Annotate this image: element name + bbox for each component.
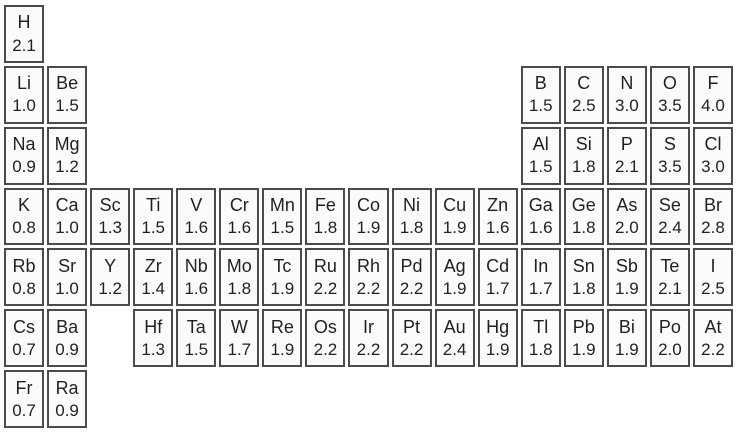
element-electronegativity: 2.2 <box>701 339 725 359</box>
element-electronegativity: 1.4 <box>141 279 166 299</box>
element-symbol: Cr <box>229 194 249 215</box>
element-cell-o <box>650 66 690 124</box>
element-electronegativity: 2.2 <box>313 339 338 359</box>
element-electronegativity: 1.6 <box>485 218 510 238</box>
element-symbol: Tl <box>533 316 549 337</box>
element-electronegativity: 1.9 <box>442 218 467 238</box>
element-symbol: Tc <box>273 255 292 276</box>
element-symbol: Zr <box>144 255 162 276</box>
element-cell-rh <box>348 248 388 306</box>
element-electronegativity: 1.3 <box>141 339 166 359</box>
element-cell-te <box>650 248 690 306</box>
element-cell-cr <box>219 188 259 246</box>
element-cell-f <box>693 66 733 124</box>
element-symbol: Re <box>270 316 294 337</box>
element-cell-rb <box>4 248 44 306</box>
element-cell-w <box>219 309 259 367</box>
element-symbol: Sc <box>99 194 121 215</box>
element-symbol: In <box>533 255 549 276</box>
element-electronegativity: 2.5 <box>571 96 596 116</box>
element-electronegativity: 2.1 <box>615 157 639 177</box>
element-cell-hg <box>478 309 518 367</box>
element-electronegativity: 1.0 <box>55 218 79 238</box>
element-cell-fr <box>4 370 44 428</box>
element-cell-k <box>4 188 44 246</box>
element-electronegativity: 1.8 <box>571 218 596 238</box>
element-cell-p <box>607 127 647 185</box>
element-cell-co <box>348 188 388 246</box>
element-electronegativity: 1.3 <box>98 218 122 238</box>
element-electronegativity: 0.8 <box>12 279 36 299</box>
element-symbol: H <box>17 12 31 33</box>
element-cell-si <box>564 127 604 185</box>
element-symbol: V <box>190 194 203 215</box>
element-symbol: Zn <box>487 194 509 215</box>
element-symbol: Ga <box>528 194 553 215</box>
element-cell-sr <box>47 248 87 306</box>
element-symbol: Nb <box>184 255 208 276</box>
element-symbol: Sb <box>615 255 638 276</box>
element-symbol: Co <box>356 194 380 215</box>
element-electronegativity: 1.2 <box>55 157 79 177</box>
element-symbol: Au <box>443 316 466 337</box>
element-electronegativity: 2.2 <box>313 279 338 299</box>
element-cell-ru <box>305 248 345 306</box>
element-cell-be <box>47 66 87 124</box>
element-cell-mn <box>262 188 302 246</box>
element-cell-ir <box>348 309 388 367</box>
element-cell-na <box>4 127 44 185</box>
element-cell-tl <box>521 309 561 367</box>
element-symbol: W <box>230 316 248 337</box>
element-symbol: At <box>704 316 722 337</box>
element-symbol: Ge <box>571 194 596 215</box>
element-cell-nb <box>176 248 216 306</box>
element-cell-ti <box>133 188 173 246</box>
element-electronegativity: 1.6 <box>184 218 209 238</box>
element-cell-mo <box>219 248 259 306</box>
element-electronegativity: 2.2 <box>399 279 424 299</box>
element-electronegativity: 1.5 <box>528 96 553 116</box>
element-symbol: Fe <box>314 194 336 215</box>
element-electronegativity: 1.9 <box>485 339 510 359</box>
element-symbol: Ca <box>55 194 79 215</box>
element-electronegativity: 1.7 <box>485 279 510 299</box>
element-symbol: Cs <box>13 316 36 337</box>
element-cell-ba <box>47 309 87 367</box>
element-cell-ag <box>435 248 475 306</box>
element-electronegativity: 0.9 <box>55 400 79 420</box>
element-cell-as <box>607 188 647 246</box>
element-cell-ge <box>564 188 604 246</box>
element-symbol: Mn <box>269 194 295 215</box>
element-symbol: Ti <box>146 194 161 215</box>
element-cell-cl <box>693 127 733 185</box>
element-cell-hf <box>133 309 173 367</box>
element-symbol: Ta <box>186 316 206 337</box>
element-cell-b <box>521 66 561 124</box>
element-electronegativity: 1.8 <box>399 218 424 238</box>
element-cell-zr <box>133 248 173 306</box>
element-electronegativity: 1.8 <box>528 339 553 359</box>
element-symbol: Ru <box>313 255 337 276</box>
element-electronegativity: 2.2 <box>356 279 381 299</box>
element-cell-y <box>90 248 130 306</box>
element-electronegativity: 2.1 <box>658 279 682 299</box>
element-symbol: Ag <box>443 255 466 276</box>
element-cell-ra <box>47 370 87 428</box>
element-cell-i <box>693 248 733 306</box>
element-symbol: O <box>662 73 677 94</box>
element-cell-s <box>650 127 690 185</box>
element-electronegativity: 0.9 <box>55 339 79 359</box>
element-symbol: N <box>620 73 634 94</box>
element-symbol: Cl <box>704 134 722 155</box>
element-cell-at <box>693 309 733 367</box>
element-electronegativity: 1.5 <box>528 157 553 177</box>
element-electronegativity: 2.4 <box>442 339 467 359</box>
element-cell-re <box>262 309 302 367</box>
element-cell-sc <box>90 188 130 246</box>
element-cell-cu <box>435 188 475 246</box>
element-symbol: B <box>534 73 547 94</box>
element-electronegativity: 1.5 <box>55 96 79 116</box>
element-symbol: Pb <box>572 316 595 337</box>
element-electronegativity: 1.8 <box>571 157 596 177</box>
element-symbol: F <box>707 73 719 94</box>
element-cell-ca <box>47 188 87 246</box>
element-electronegativity: 0.7 <box>12 400 36 420</box>
element-cell-n <box>607 66 647 124</box>
element-electronegativity: 0.7 <box>12 339 36 359</box>
element-electronegativity: 1.0 <box>12 96 36 116</box>
element-symbol: Na <box>12 134 36 155</box>
element-cell-pd <box>392 248 432 306</box>
element-cell-pb <box>564 309 604 367</box>
element-electronegativity: 0.8 <box>12 218 36 238</box>
element-symbol: Ba <box>56 316 79 337</box>
element-electronegativity: 1.8 <box>571 279 596 299</box>
element-symbol: As <box>616 194 638 215</box>
element-symbol: P <box>620 134 633 155</box>
element-symbol: Si <box>575 134 592 155</box>
element-cell-fe <box>305 188 345 246</box>
element-electronegativity: 1.0 <box>55 279 79 299</box>
element-symbol: Rh <box>356 255 380 276</box>
element-electronegativity: 1.9 <box>571 339 596 359</box>
element-electronegativity: 3.0 <box>701 157 725 177</box>
element-electronegativity: 1.5 <box>141 218 166 238</box>
element-symbol: K <box>18 194 31 215</box>
element-cell-cs <box>4 309 44 367</box>
element-electronegativity: 2.5 <box>701 279 725 299</box>
element-cell-li <box>4 66 44 124</box>
element-cell-v <box>176 188 216 246</box>
element-electronegativity: 3.5 <box>658 157 682 177</box>
element-electronegativity: 2.8 <box>701 218 725 238</box>
element-cell-sn <box>564 248 604 306</box>
element-cell-bi <box>607 309 647 367</box>
element-electronegativity: 1.8 <box>313 218 338 238</box>
element-electronegativity: 1.6 <box>227 218 252 238</box>
element-electronegativity: 1.9 <box>270 339 295 359</box>
element-symbol: Pt <box>403 316 421 337</box>
element-symbol: Y <box>104 255 117 276</box>
element-cell-ga <box>521 188 561 246</box>
element-symbol: Br <box>703 194 722 215</box>
element-electronegativity: 1.9 <box>615 339 639 359</box>
element-symbol: Ir <box>362 316 374 337</box>
element-electronegativity: 1.9 <box>615 279 639 299</box>
element-symbol: Hg <box>486 316 510 337</box>
element-electronegativity: 4.0 <box>701 96 725 116</box>
element-cell-al <box>521 127 561 185</box>
element-symbol: Cu <box>443 194 467 215</box>
element-symbol: Po <box>658 316 681 337</box>
element-cell-h <box>4 5 44 63</box>
element-cell-zn <box>478 188 518 246</box>
element-cell-pt <box>392 309 432 367</box>
element-symbol: S <box>663 134 676 155</box>
element-cell-mg <box>47 127 87 185</box>
element-electronegativity: 1.8 <box>227 279 252 299</box>
element-electronegativity: 1.5 <box>184 339 209 359</box>
element-symbol: C <box>577 73 591 94</box>
element-symbol: Be <box>56 73 79 94</box>
element-symbol: Sn <box>572 255 595 276</box>
element-symbol: Pd <box>400 255 423 276</box>
element-symbol: Se <box>658 194 681 215</box>
periodic-table-grid <box>4 5 733 428</box>
element-symbol: Hf <box>144 316 163 337</box>
element-cell-tc <box>262 248 302 306</box>
element-cell-br <box>693 188 733 246</box>
element-symbol: Bi <box>618 316 635 337</box>
element-symbol: Fr <box>15 377 33 398</box>
element-symbol: Te <box>660 255 680 276</box>
element-cell-in <box>521 248 561 306</box>
element-cell-se <box>650 188 690 246</box>
element-symbol: Os <box>313 316 337 337</box>
element-cell-po <box>650 309 690 367</box>
element-symbol: Cd <box>486 255 510 276</box>
element-electronegativity: 1.7 <box>528 279 553 299</box>
element-electronegativity: 1.6 <box>528 218 553 238</box>
element-symbol: Al <box>532 134 549 155</box>
element-symbol: Li <box>17 73 32 94</box>
element-symbol: Ra <box>55 377 79 398</box>
element-electronegativity: 1.2 <box>98 279 122 299</box>
element-cell-au <box>435 309 475 367</box>
element-symbol: Mg <box>54 134 80 155</box>
element-electronegativity: 1.7 <box>227 339 252 359</box>
element-symbol: Mo <box>226 255 252 276</box>
element-electronegativity: 2.0 <box>615 218 639 238</box>
element-electronegativity: 3.0 <box>615 96 639 116</box>
element-symbol: Ni <box>403 194 421 215</box>
element-electronegativity: 0.9 <box>12 157 36 177</box>
element-electronegativity: 3.5 <box>658 96 682 116</box>
element-electronegativity: 2.2 <box>399 339 424 359</box>
element-electronegativity: 2.4 <box>658 218 682 238</box>
element-electronegativity: 2.0 <box>658 339 682 359</box>
element-cell-sb <box>607 248 647 306</box>
element-electronegativity: 1.6 <box>184 279 209 299</box>
element-cell-os <box>305 309 345 367</box>
element-electronegativity: 2.2 <box>356 339 381 359</box>
element-cell-c <box>564 66 604 124</box>
element-symbol: I <box>710 255 716 276</box>
element-cell-ni <box>392 188 432 246</box>
element-electronegativity: 1.5 <box>270 218 295 238</box>
element-symbol: Sr <box>58 255 77 276</box>
element-cell-ta <box>176 309 216 367</box>
element-electronegativity: 2.1 <box>12 35 36 55</box>
element-electronegativity: 1.9 <box>356 218 381 238</box>
element-symbol: Rb <box>12 255 36 276</box>
element-electronegativity: 1.9 <box>442 279 467 299</box>
element-cell-cd <box>478 248 518 306</box>
element-electronegativity: 1.9 <box>270 279 295 299</box>
